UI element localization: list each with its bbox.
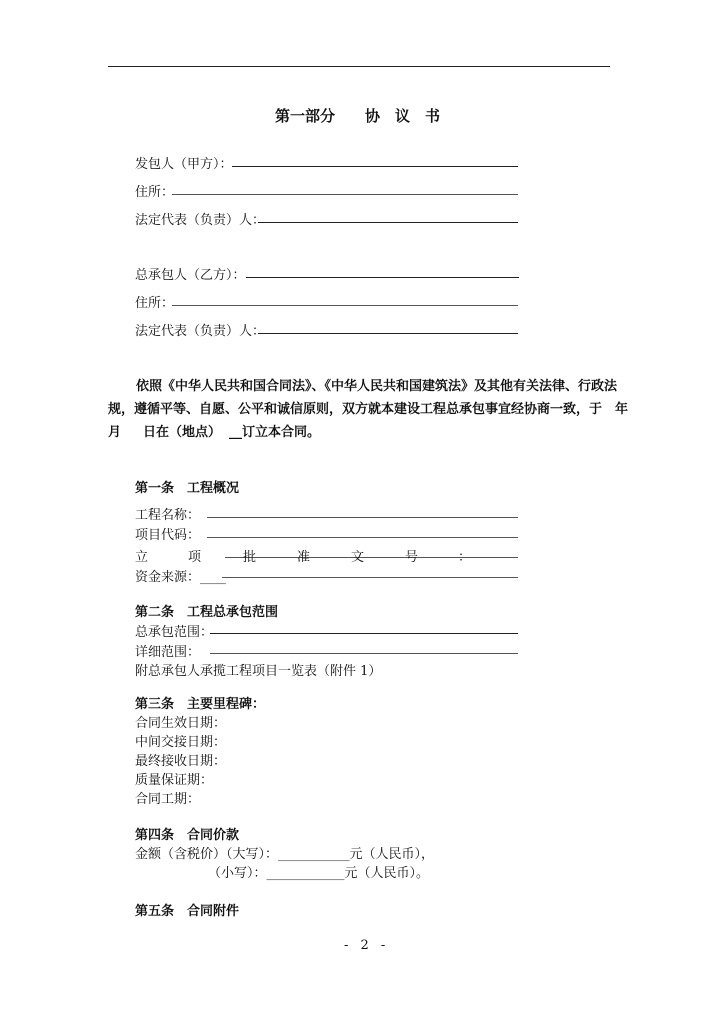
art1-fund-source-label: 资金来源：	[135, 570, 201, 585]
preamble-line-1: 依照《中华人民共和国合同法》、《中华人民共和国建筑法》及其他有关法律、行政法	[136, 379, 618, 394]
art2-annex: 附总承包人承揽工程项目一览表（附件 1）	[135, 664, 382, 679]
art2-scope-label: 总承包范围：	[135, 625, 214, 640]
page-title	[275, 105, 440, 126]
party-b-rep-field[interactable]	[258, 333, 518, 334]
art1-fund-source-blank: ____	[200, 570, 227, 585]
party-a-name-label: 发包人（甲方）：	[135, 157, 233, 172]
art4-amount-label: 金额（含税价）（大写）：	[135, 847, 279, 862]
party-b-address-label: 住所：	[135, 296, 175, 311]
milestone-item: 中间交接日期：	[135, 735, 227, 750]
art4-lower-unit: 元（人民币）。	[344, 866, 430, 881]
preamble-sign: __订立本合同。	[229, 425, 321, 440]
art1-heading: 第一条 工程概况	[135, 481, 240, 496]
milestone-item: 最终接收日期：	[135, 754, 227, 769]
art2-detail-label: 详细范围：	[135, 645, 201, 660]
party-b-name-label: 总承包人（乙方）：	[135, 268, 246, 283]
art1-project-name-label: 工程名称：	[135, 508, 201, 523]
milestone-item: 质量保证期：	[135, 773, 214, 788]
art2-detail-field[interactable]	[210, 653, 518, 654]
party-b-name-field[interactable]	[246, 277, 519, 278]
art1-approval-char: 项	[188, 550, 202, 565]
page-number: - 2 -	[344, 938, 390, 953]
art3-heading: 第三条 主要里程碑：	[135, 697, 266, 712]
art1-approval-char: 号	[405, 550, 419, 565]
party-a-address-field[interactable]	[172, 194, 518, 195]
art2-scope-field[interactable]	[210, 633, 518, 634]
art5-heading: 第五条 合同附件	[135, 904, 240, 919]
party-b-rep-label: 法定代表（负责）人：	[135, 324, 266, 339]
preamble-line-3	[108, 421, 320, 440]
art4-amount-lower	[208, 862, 429, 881]
art1-approval-char: ：	[458, 550, 472, 565]
party-a-rep-label: 法定代表（负责）人：	[135, 213, 266, 228]
art1-fund-source-field[interactable]	[222, 577, 518, 578]
milestone-item: 合同生效日期：	[135, 716, 227, 731]
art1-approval-char: 准	[297, 550, 311, 565]
art1-project-code-field[interactable]	[207, 537, 518, 538]
title-name: 协 议 书	[365, 107, 441, 125]
art1-project-name-field[interactable]	[207, 517, 518, 518]
art1-fund-source	[135, 566, 226, 585]
party-b-address-field[interactable]	[172, 305, 518, 306]
preamble-month: 月	[108, 425, 122, 440]
party-a-name-field[interactable]	[232, 166, 518, 167]
party-a-address-label: 住所：	[135, 185, 175, 200]
art4-heading: 第四条 合同价款	[135, 828, 240, 843]
preamble-day-place: 日在（地点）	[143, 425, 222, 440]
art4-lower-label: （小写）：	[208, 866, 267, 881]
art1-approval-field[interactable]	[225, 557, 518, 558]
preamble-line-2: 规，遵循平等、自愿、公平和诚信原则，双方就本建设工程总承包事宜经协商一致，于 年	[108, 402, 629, 417]
party-a-rep-field[interactable]	[258, 222, 518, 223]
art1-project-code-label: 项目代码：	[135, 528, 201, 543]
header-rule	[108, 66, 610, 67]
art4-lower-blank[interactable]: ____________	[266, 866, 345, 881]
art1-approval-char: 文	[351, 550, 365, 565]
milestone-item: 合同工期：	[135, 792, 201, 807]
art2-heading: 第二条 工程总承包范围	[135, 605, 279, 620]
art1-approval-char: 批	[243, 550, 257, 565]
art4-upper-blank[interactable]: ___________	[278, 847, 350, 862]
title-part: 第一部分	[275, 107, 336, 125]
art4-upper-unit: 元（人民币），	[349, 847, 435, 862]
art4-amount-upper	[135, 843, 434, 862]
art1-approval-char: 立	[135, 550, 149, 565]
